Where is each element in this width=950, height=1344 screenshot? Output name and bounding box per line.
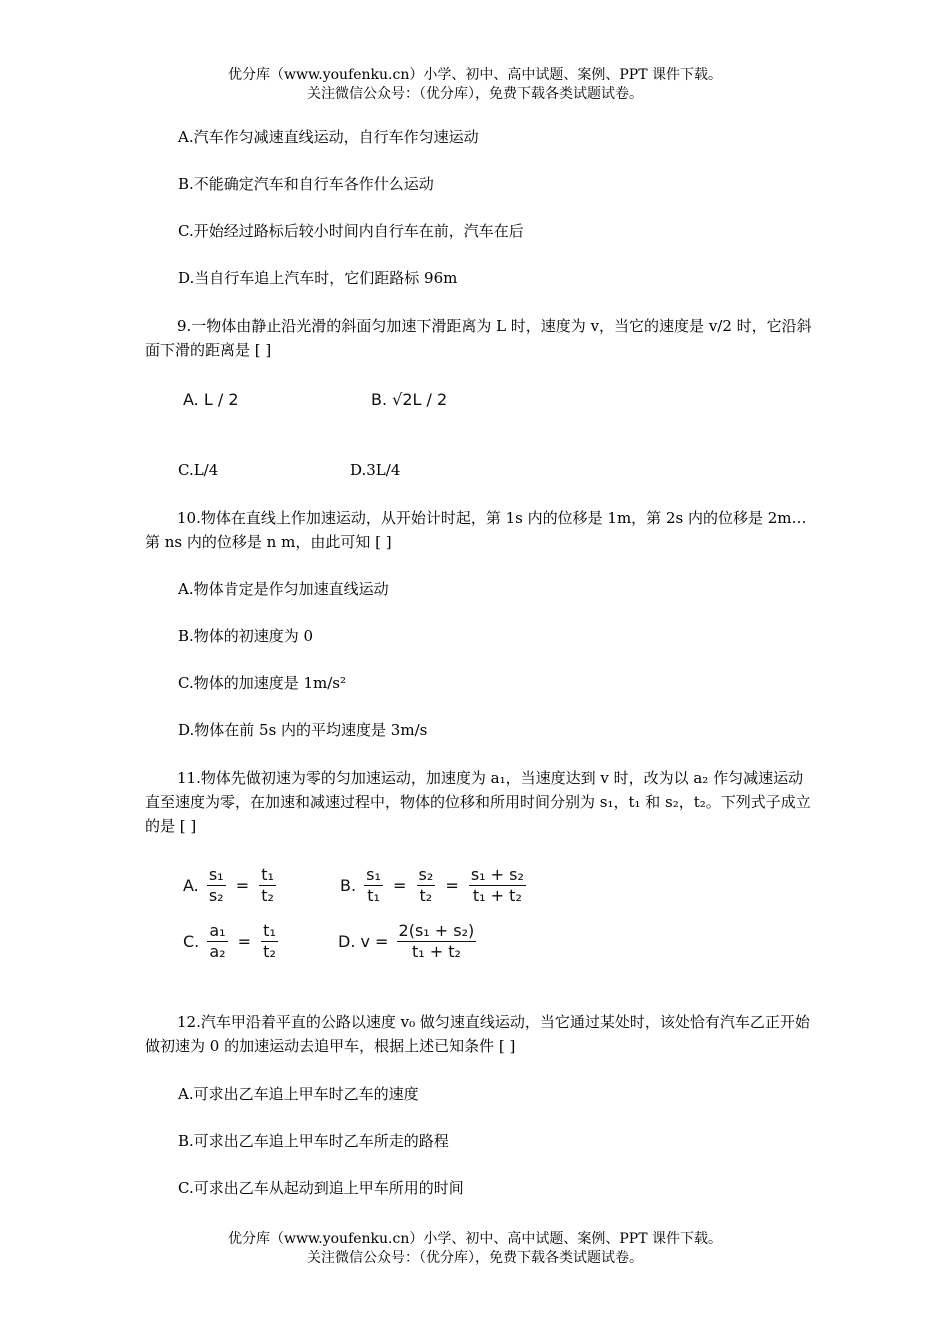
q9-stem: 9.一物体由静止沿光滑的斜面匀加速下滑距离为 L 时，速度为 v，当它的速度是 v/2 时，它沿斜面下滑的距离是 [ ] (145, 317, 812, 359)
q11-option-b-label: B. (340, 876, 357, 895)
q9-option-b (371, 390, 447, 409)
fraction: $\frac{\text{s₁ + s₂}}{\text{t₁ + t₂}}$ (470, 865, 524, 905)
equals-sign: = (237, 932, 252, 951)
q8-option-a: A.汽车作匀减速直线运动，自行车作匀速运动 (178, 128, 479, 146)
header-line-2: 关注微信公众号：（优分库），免费下载各类试题试卷。 (307, 86, 643, 102)
footer-line-1: 优分库（www.youfenku.cn）小学、初中、高中试题、案例、PPT 课件下载。 (227, 1231, 722, 1247)
q12-option-a: A.可求出乙车追上甲车时乙车的速度 (178, 1085, 419, 1103)
q9-option-c: C.L/4 (178, 461, 219, 479)
q11-option-b (340, 866, 529, 905)
q12-option-b: B.可求出乙车追上甲车时乙车所走的路程 (178, 1132, 449, 1150)
q11-option-c (183, 922, 281, 961)
fraction: $\frac{\text{s₁}}{\text{t₁}}$ (366, 865, 381, 905)
q10-option-a: A.物体肯定是作匀加速直线运动 (178, 580, 389, 598)
q9-option-d: D.3L/4 (350, 461, 401, 479)
q11-option-d-label: D. v = (338, 932, 389, 951)
header-line-1: 优分库（www.youfenku.cn）小学、初中、高中试题、案例、PPT 课件下载。 (227, 67, 722, 83)
sqrt-icon: √ (392, 390, 403, 409)
q8-option-c: C.开始经过路标后较小时间内自行车在前，汽车在后 (178, 222, 524, 240)
fraction: $\frac{\text{s₁}}{\text{s₂}}$ (208, 865, 224, 905)
q10-option-b: B.物体的初速度为 0 (178, 627, 314, 645)
q11-option-d (338, 922, 479, 961)
q10-option-c: C.物体的加速度是 1m/s² (178, 674, 347, 692)
q9-option-b-label: B. (371, 390, 393, 409)
fraction: $\frac{\text{t₁}}{\text{t₂}}$ (261, 865, 274, 905)
q12-stem: 12.汽车甲沿着平直的公路以速度 v₀ 做匀速直线运动，当它通过某处时，该处恰有汽车乙正开始做初速为 0 的加速运动去追甲车，根据上述已知条件 [ ] (145, 1013, 810, 1055)
q9-option-b-expr: 2L / 2 (402, 390, 448, 409)
q10-option-d: D.物体在前 5s 内的平均速度是 3m/s (178, 721, 428, 739)
fraction: $\frac{\text{s₂}}{\text{t₂}}$ (418, 865, 434, 905)
q12-option-c: C.可求出乙车从起动到追上甲车所用的时间 (178, 1179, 464, 1197)
q8-option-d: D.当自行车追上汽车时，它们距路标 96m (178, 269, 458, 287)
q11-option-a-label: A. (183, 876, 199, 895)
q9-option-a: A. L / 2 (183, 390, 239, 409)
fraction: $\frac{\text{2(s₁ + s₂)}}{\text{t₁ + t₂}}$ (398, 921, 475, 961)
equals-sign: = (393, 876, 407, 895)
q10-stem: 10.物体在直线上作加速运动，从开始计时起，第 1s 内的位移是 1m，第 2s 内的位移是 2m…第 ns 内的位移是 n m，由此可知 [ ] (145, 509, 807, 551)
q11-option-c-label: C. (183, 932, 200, 951)
footer-line-2: 关注微信公众号：（优分库），免费下载各类试题试卷。 (307, 1250, 643, 1266)
fraction: $\frac{\text{t₁}}{\text{t₂}}$ (263, 921, 276, 961)
q11-stem: 11.物体先做初速为零的匀加速运动，加速度为 a₁，当速度达到 v 时，改为以 a₂ 作匀减速运动直至速度为零，在加速和减速过程中，物体的位移和所用时间分别为 s₁，t₁ 和 s₂，t₂。下列式子成立的是 [ ] (145, 769, 811, 835)
fraction: $\frac{\text{a₁}}{\text{a₂}}$ (209, 921, 226, 961)
q8-option-b: B.不能确定汽车和自行车各作什么运动 (178, 175, 434, 193)
equals-sign: = (445, 876, 459, 895)
equals-sign: = (235, 876, 250, 895)
q11-option-a (183, 866, 279, 905)
